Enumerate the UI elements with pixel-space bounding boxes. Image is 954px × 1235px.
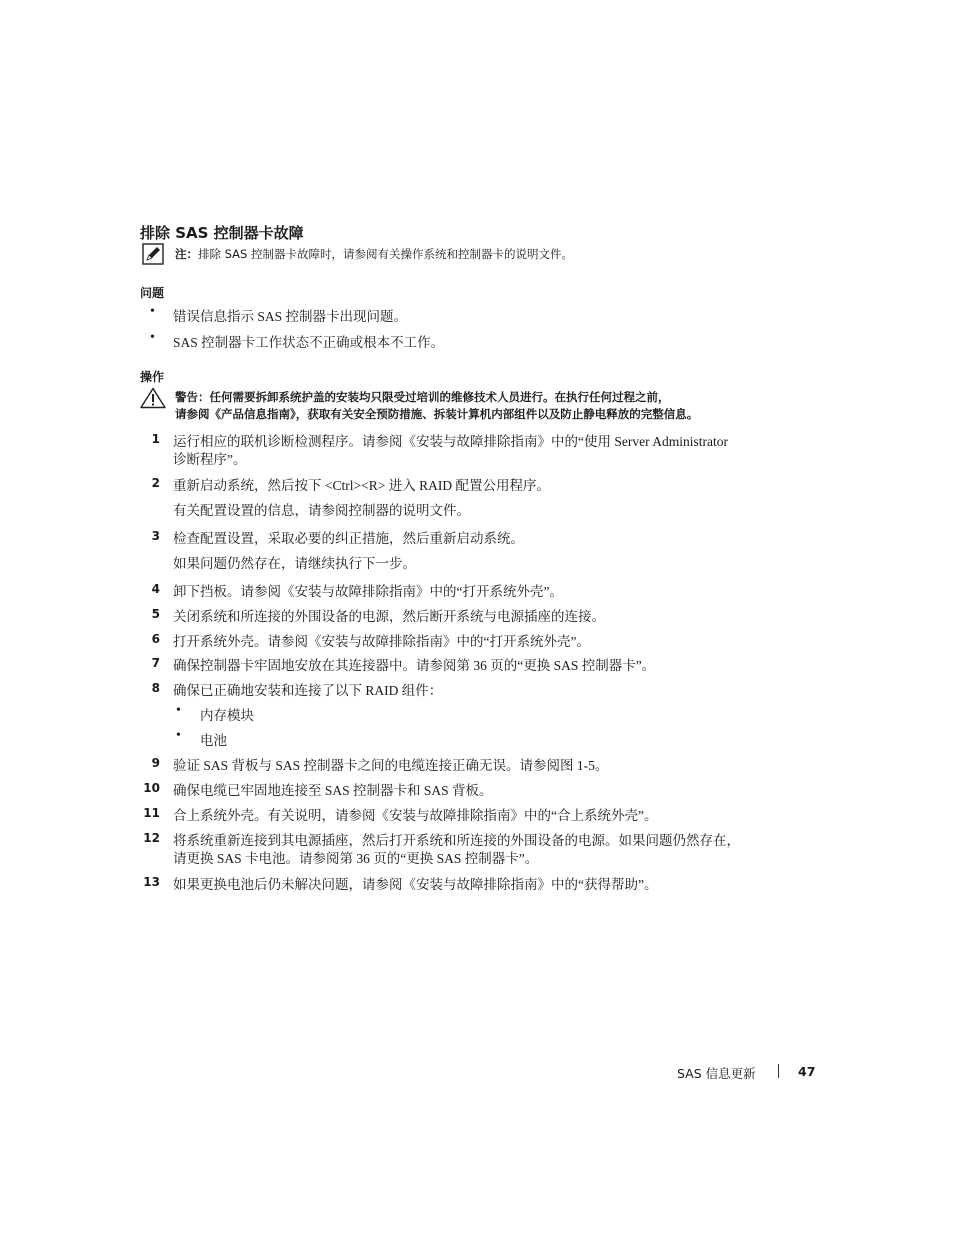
bullet-dot: • [150, 330, 155, 345]
step-text: 运行相应的联机诊断检测程序。请参阅《安装与故障排除指南》中的“使用 Server Administrator [173, 434, 728, 449]
step-subtext: 有关配置设置的信息，请参阅控制器的说明文件。 [173, 503, 470, 518]
step-text: 将系统重新连接到其电源插座，然后打开系统和所连接的外围设备的电源。如果问题仍然存在， [173, 833, 740, 848]
step-number: 1 [151, 432, 160, 446]
problem-item: 错误信息指示 SAS 控制器卡出现问题。 [173, 309, 408, 324]
warning-line-2: 请参阅《产品信息指南》，获取有关安全预防措施、拆装计算机内部组件以及防止静电释放的完整信息。 [175, 407, 699, 421]
page-number: 47 [798, 1064, 816, 1079]
action-heading: 操作 [140, 370, 165, 384]
step-number: 2 [151, 476, 160, 490]
step-text: 如果更换电池后仍未解决问题，请参阅《安装与故障排除指南》中的“获得帮助”。 [173, 877, 658, 892]
step-number: 11 [143, 806, 160, 820]
step-text: 关闭系统和所连接的外围设备的电源，然后断开系统与电源插座的连接。 [173, 609, 605, 624]
step-text: 检查配置设置，采取必要的纠正措施，然后重新启动系统。 [173, 531, 524, 546]
step-text: 重新启动系统，然后按下 <Ctrl><R> 进入 RAID 配置公用程序。 [173, 478, 550, 493]
step-text: 确保电缆已牢固地连接至 SAS 控制器卡和 SAS 背板。 [173, 783, 493, 798]
step-text: 打开系统外壳。请参阅《安装与故障排除指南》中的“打开系统外壳”。 [173, 634, 590, 649]
step-number: 5 [151, 607, 160, 621]
step-number: 12 [143, 831, 160, 845]
step-number: 6 [151, 632, 160, 646]
problem-item: SAS 控制器卡工作状态不正确或根本不工作。 [173, 335, 445, 350]
step-number: 8 [151, 681, 160, 695]
step-number: 7 [151, 656, 160, 670]
warning-line-1 [175, 389, 670, 405]
step-number: 10 [143, 781, 160, 795]
problem-heading: 问题 [140, 286, 165, 300]
step-subtext: 如果问题仍然存在，请继续执行下一步。 [173, 556, 416, 571]
step-number: 3 [151, 529, 160, 543]
step-text: 确保已正确地安装和连接了以下 RAID 组件： [173, 683, 443, 698]
warning-triangle-icon [140, 387, 166, 409]
step-number: 4 [151, 582, 160, 596]
footer-divider [778, 1064, 779, 1078]
step-text: 请更换 SAS 卡电池。请参阅第 36 页的“更换 SAS 控制器卡”。 [173, 851, 539, 866]
note-label: 注： [175, 247, 198, 261]
bullet-dot: • [150, 304, 155, 319]
warning-text-1: 任何需要拆卸系统护盖的安装均只限受过培训的维修技术人员进行。在执行任何过程之前， [209, 390, 670, 404]
step-number: 13 [143, 875, 160, 889]
footer-section-name: SAS 信息更新 [677, 1066, 756, 1081]
step-text: 卸下挡板。请参阅《安装与故障排除指南》中的“打开系统外壳”。 [173, 584, 563, 599]
bullet-dot: • [176, 728, 181, 743]
step-text: 诊断程序”。 [173, 452, 247, 467]
section-title: 排除 SAS 控制器卡故障 [140, 224, 304, 242]
step-text: 合上系统外壳。有关说明，请参阅《安装与故障排除指南》中的“合上系统外壳”。 [173, 808, 658, 823]
bullet-dot: • [176, 703, 181, 718]
note-body: 排除 SAS 控制器卡故障时，请参阅有关操作系统和控制器卡的说明文件。 [198, 247, 573, 261]
step-number: 9 [151, 756, 160, 770]
step-bullet: 内存模块 [200, 708, 254, 723]
step-text: 验证 SAS 背板与 SAS 控制器卡之间的电缆连接正确无误。请参阅图 1-5。 [173, 758, 609, 773]
step-bullet: 电池 [200, 733, 227, 748]
step-text: 确保控制器卡牢固地安放在其连接器中。请参阅第 36 页的“更换 SAS 控制器卡”。 [173, 658, 656, 673]
note-text [175, 246, 573, 262]
warning-label: 警告： [175, 390, 210, 404]
note-pencil-icon [142, 243, 164, 265]
